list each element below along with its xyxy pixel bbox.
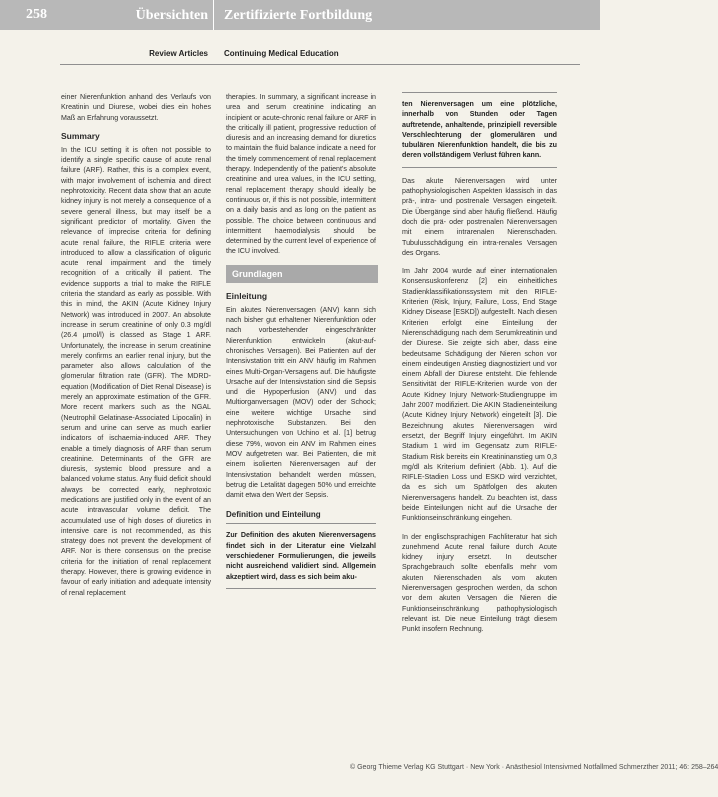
- column-3: [402, 92, 557, 643]
- column-2: [226, 92, 376, 597]
- subheader-left: Review Articles: [149, 49, 208, 58]
- column-3-paragraph-3: In der englischsprachigen Fachliteratur hat sich zunehmend Acute renal failure durch Acute kidney injury ersetzt. In deutscher Sprachgebrauch sollte ebenfalls mehr vom akuten Nierenschaden als vom akuten Nierenversagen gesprochen werden, da schon vor dem akuten Versagen die Nieren die Funktionseinschränkung pathophysiologisch relevant ist. Die neue Einteilung trägt diesem Punkt insofern Rechnung.: [402, 532, 557, 634]
- section-label-right: Zertifizierte Fortbildung: [224, 8, 373, 23]
- summary-paragraph: In the ICU setting it is often not possible to identify a single specific cause of acute renal failure (ARF). Rather, this is a complex event, with major involvement of ischemia and direct nephrotoxicity. Recent data show that an acute kidney injury is not merely a consequence of a severe general illness, but may itself be a significant predictor of mortality. Given the relevance of imprecise criteria for defining acute renal failure, the RIFLE criteria were introduced to allow a classification of oliguric acute renal impairment and the timely recognition of a critically ill patient. The evidence supports a trial to make the RIFLE criteria the standard as early as possible. With this in mind, the AKIN (Acute Kidney Injury Network) was introduced in 2007. An absolute increase in serum creatinine of only 0.3 mg/dl (26.4 µmol/l) is classed as Stage 1 ARF. Unfortunately, the increase in serum creatinine merely confirms an earlier renal injury, but the parameter also allows calculation of the glomerular filtration rate (GFR). The MDRD-equation (Modification of Diet Renal Disease) is merely an approximate estimation of the GFR. More recent markers such as the NGAL (Neutrophil Gelatinase-Associated Lipocalin) in serum and urine can serve as much earlier indicators of ischaemia-induced ARF. They enable a timely diagnosis of ARF than serum creatinine. Determinants of the GFR are diuresis, systemic blood pressure and a balanced volume status. Any fluid deficit should always be corrected early, nephrotoxic medications are justified only in the event of an acute intravascular volume deficit. The accumulated use of high doses of diuretics in intensive care is not recommended, as this strategy does not prevent the development of ARF. Nor is there consensus on the precise criteria for the initiation of renal replacement therapy. However, there is growing evidence in favour of early initiation and adequate intensity of renal replacement: [61, 145, 211, 597]
- definition-highlight-continuation: ten Nierenversagen um eine plötzliche, innerhalb von Stunden oder Tagen auftretende, anhaltende, prinzipiell reversible Verschlechterung der glomerulären und tubulären Nierenfunktion handelt, die bis zu deren vollständigem Verlust führen kann.: [402, 92, 557, 168]
- top-rule: [60, 64, 580, 65]
- section-heading-box: Grundlagen: [226, 265, 378, 283]
- column-3-paragraph-2: Im Jahr 2004 wurde auf einer internationalen Konsensuskonferenz [2] ein einheitliches Stadienklassifikationssystem mit den RIFLE-Kriterien (Risk, Injury, Failure, Loss, End Stage Kidney Disease [ESKD]) aufgestellt. Nach diesen Kriterien erfolgt eine Einteilung der Nierenschädigung nach dem Serumkreatinin und der Diurese. Sie zeigte sich aber, dass eine bedeutsame Schädigung der Nieren schon vor einem eindeutigen Anstieg diagnostiziert und vor einem Abfall der Diurese entsteht. Die fehlende Sensitivität der RIFLE-Kriterien wurde von der Acute Kidney Injury Network-Studiengruppe im Jahr 2007 modifiziert. Die AKIN Stadieneinteilung (Acute Kidney Injury Network) eingeteilt [3]. Die Bezeichnung akutes Nierenversagen wird ersetzt, der Begriff Injury eingeführt. Im AKIN Stadium 1 wird im Gegensatz zum RIFLE-Stadium Risk bereits ein Kreatininanstieg um 0,3 mg/dl als Kriterium definiert (Abb. 1). Auf die RIFLE-Stadien Loss und ESKD wird verzichtet, da es sich um Spätfolgen des akuten Nierenversagens handelt. Zu beachten ist, dass beide Einteilungen nicht auf die Ursache der Funktionseinschränkung eingehen.: [402, 267, 557, 523]
- introduction-paragraph: Ein akutes Nierenversagen (ANV) kann sich nach bisher gut erhaltener Nierenfunktion oder nach vorbestehender eingeschränkter Nierenfunktion entwickeln (akut-auf-chronisches Versagen). Bei Patienten auf der Intensivstation tritt ein ANV häufig im Rahmen eines Multi-Organ-Versagens auf. Die häufigste Ursache auf der Intensivstation sind die Sepsis und die Hypoperfusion (ANV) und das Multiorganversagen (MOV) oder der Schock; eine weitere wichtige Ursache sind nephrotoxische Substanzen. Bei den Untersuchungen von Uchino et al. [1] betrug diese 79%, wovon ein ANV im Rahmen eines MOV aufgetreten war. Bei Patienten, die mit einem isolierten Nierenversagen auf der Intensivstation behandelt werden müssen, betrug die Letalität dagegen 50% und erreichte damit etwa den Wert der Sepsis.: [226, 305, 376, 500]
- subheader-right: Continuing Medical Education: [224, 49, 339, 58]
- definition-highlight: Zur Definition des akuten Nierenversagens findet sich in der Literatur eine Vielzahl verschiedener Formulierungen, die jeweils nicht ausreichend validiert sind. Allgemein akzeptiert wird, dass es sich beim aku-: [226, 523, 376, 588]
- footer-citation: © Georg Thieme Verlag KG Stuttgart · New York · Anästhesiol Intensivmed Notfallmed Schmerzther 2011; 46: 258–264: [350, 764, 718, 771]
- column-3-paragraph-1: Das akute Nierenversagen wird unter pathophysiologischen Aspekten klassisch in das prä-, intra- und postrenale Versagen eingeteilt. Die Übergänge sind aber häufig fließend. Häufig doch die prä- oder postrenalen Nierenversagen mit einem intrarenalen Nierenschaden. Tubulusschädigung ein intra-renales Versagen des Organs.: [402, 176, 557, 257]
- definition-heading: Definition und Einteilung: [226, 510, 321, 520]
- header-divider: [213, 0, 214, 30]
- section-label-left: Übersichten: [135, 8, 208, 23]
- page-number: 258: [26, 7, 47, 22]
- summary-heading: Summary: [61, 130, 100, 141]
- summary-continuation-paragraph: therapies. In summary, a significant increase in urea and serum creatinine indicating an incipient or acute-chronic renal failure or ARF in the critically ill patient, progressive reduction of diuresis and an increasing demand for diuretics to maintain the fluid balance indicate a need for the timely commencement of renal replacement therapy. Independently of the patient's absolute creatinine and urea values, in the ICU setting, renal replacement therapy should ideally be continuous or, if this is not possible, intermittent on a daily basis and as long on the patient as possible. The choice between continuous and intermittent haemodialysis should be determined by the current level of experience of the ICU involved.: [226, 93, 376, 256]
- column-1: [61, 92, 211, 606]
- intro-paragraph: einer Nierenfunktion anhand des Verlaufs von Kreatinin und Diurese, wobei dies ein hohes Maß an Erfahrung voraussetzt.: [61, 93, 211, 122]
- introduction-heading: Einleitung: [226, 290, 268, 301]
